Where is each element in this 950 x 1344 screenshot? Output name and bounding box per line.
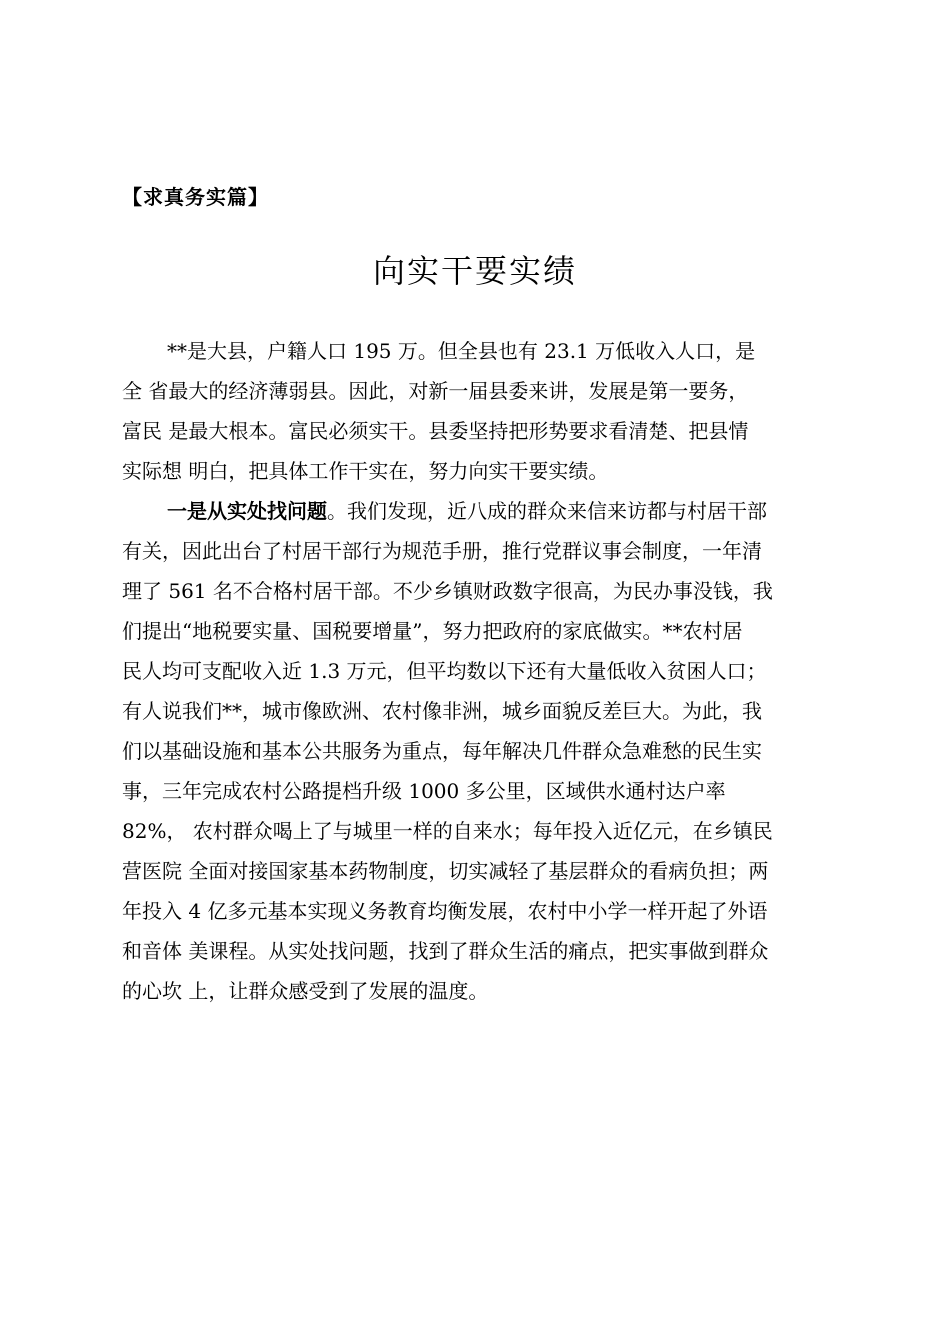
paragraph-line-text: 有人说我们**，城市像欧洲、农村像非洲，城乡面貌反差巨大。为此，我 <box>122 699 762 723</box>
paragraph-line-text: 营医院 全面对接国家基本药物制度，切实减轻了基层群众的看病负担；两 <box>122 859 769 883</box>
paragraph-line-text: 和音体 美课程。从实处找问题，找到了群众生活的痛点，把实事做到群众 <box>122 939 769 963</box>
page-title: 向实干要实绩 <box>372 252 577 290</box>
section-tag: 【求真务实篇】 <box>122 185 269 209</box>
paragraph-line-text: 年投入 4 亿多元基本实现义务教育均衡发展，农村中小学一样开起了外语 <box>122 899 768 923</box>
paragraph-line <box>122 537 852 577</box>
paragraph-line <box>122 937 852 977</box>
paragraph-line-text: 。我们发现，近八成的群众来信来访都与村居干部 <box>327 499 767 523</box>
paragraph-line-text: 有关，因此出台了村居干部行为规范手册，推行党群议事会制度，一年清 <box>122 539 762 563</box>
paragraph-line-text: 82%， 农村群众喝上了与城里一样的自来水；每年投入近亿元，在乡镇民 <box>122 819 773 843</box>
paragraph-line <box>122 337 852 377</box>
paragraph-line <box>122 737 852 777</box>
paragraph-line-text: **是大县，户籍人口 195 万。但全县也有 23.1 万低收入人口，是 <box>167 339 756 363</box>
paragraph-line <box>122 897 852 937</box>
paragraph-line <box>122 817 852 857</box>
paragraph-line <box>122 617 852 657</box>
paragraph-line-text: 理了 561 名不合格村居干部。不少乡镇财政数字很高，为民办事没钱，我 <box>122 579 773 603</box>
body-text <box>122 337 852 1017</box>
paragraph-line-text: 们以基础设施和基本公共服务为重点，每年解决几件群众急难愁的民生实 <box>122 739 762 763</box>
paragraph-line-text: 们提出“地税要实量、国税要增量”，努力把政府的家底做实。**农村居 <box>122 619 743 643</box>
paragraph-line <box>122 417 852 457</box>
paragraph-line-text: 的心坎 上，让群众感受到了发展的温度。 <box>122 979 489 1003</box>
paragraph-line <box>122 377 852 417</box>
paragraph-line <box>122 577 852 617</box>
paragraph-line <box>122 777 852 817</box>
paragraph-line <box>122 497 852 537</box>
paragraph-line-text: 富民 是最大根本。富民必须实干。县委坚持把形势要求看清楚、把县情 <box>122 419 749 443</box>
paragraph-line-text: 全 省最大的经济薄弱县。因此，对新一届县委来讲，发展是第一要务， <box>122 379 749 403</box>
paragraph-lead: 一是从实处找问题 <box>167 499 327 523</box>
paragraph-line <box>122 697 852 737</box>
paragraph-line <box>122 977 852 1017</box>
paragraph-line <box>122 657 852 697</box>
paragraph-line <box>122 857 852 897</box>
paragraph-line-text: 实际想 明白，把具体工作干实在，努力向实干要实绩。 <box>122 459 609 483</box>
paragraph-line-text: 事，三年完成农村公路提档升级 1000 多公里，区域供水通村达户率 <box>122 779 726 803</box>
paragraph-line-text: 民人均可支配收入近 1.3 万元，但平均数以下还有大量低收入贫困人口； <box>122 659 767 683</box>
paragraph-line <box>122 457 852 497</box>
